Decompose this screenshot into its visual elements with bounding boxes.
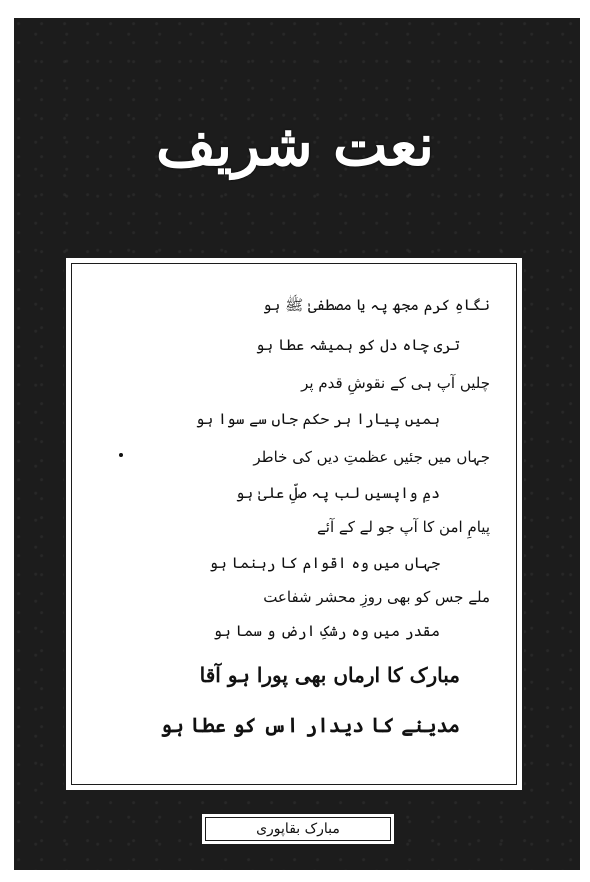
author-box <box>200 812 396 846</box>
verse-4: ہمیں پیارا ہر حکم جاں سے سوا ہو <box>195 410 440 428</box>
verse-3: چلیں آپ ہی کے نقوشِ قدم پر <box>301 374 490 392</box>
verse-7: پیامِ امن کا آپ جو لے کے آئے <box>317 518 490 536</box>
verse-6: دمِ واپسیں لب پہ صلِّ علیٰ ہو <box>235 484 440 502</box>
verse-5: جہاں میں جئیں عظمتِ دیں کی خاطر <box>253 448 490 466</box>
verse-12: مدینے کا دیدار اس کو عطا ہو <box>160 713 460 737</box>
verse-10: مقدر میں وہ رشکِ ارض و سما ہو <box>213 622 440 640</box>
verse-9: ملے جس کو بھی روزِ محشر شفاعت <box>263 588 490 606</box>
verse-8: جہاں میں وہ اقوام کا رہنما ہو <box>209 554 440 572</box>
verse-11: مبارک کا ارماں بھی پورا ہو آقا <box>199 663 460 687</box>
ink-speck <box>119 453 123 457</box>
author-name: مبارک بقاپوری <box>205 817 391 841</box>
page-title: نعت شریف <box>155 111 435 179</box>
verse-1: نگاہِ کرم مجھ پہ یا مصطفیٰ ﷺ ہو <box>262 296 490 314</box>
verse-2: تری چاہ دل کو ہمیشہ عطا ہو <box>255 336 460 354</box>
